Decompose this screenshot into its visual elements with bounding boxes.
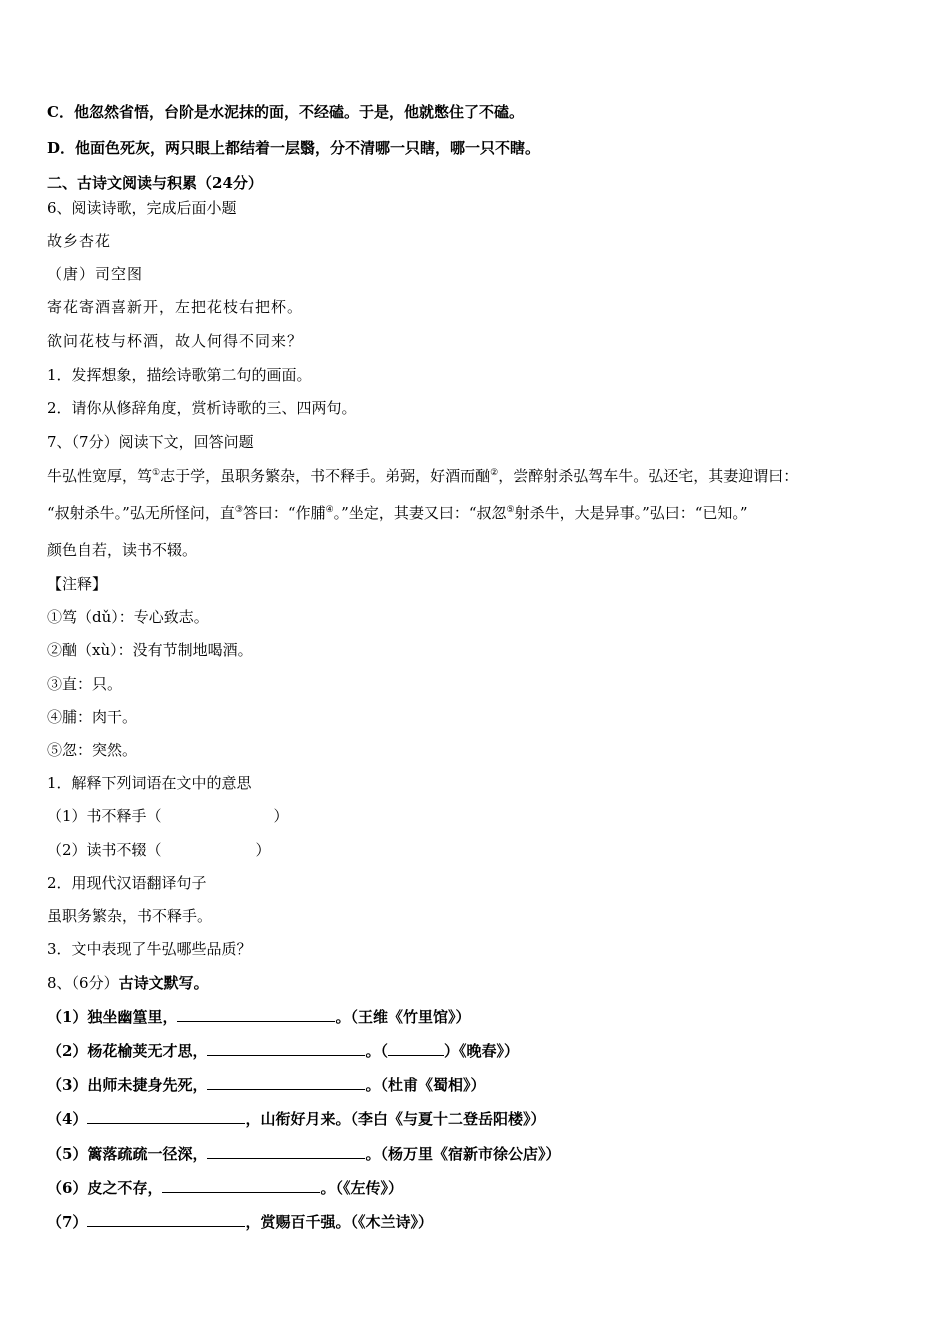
- dictation-5: [47, 1144, 560, 1164]
- passage-text: ，尝醉射杀弘驾车牛。弘还宅，其妻迎谓曰：: [498, 467, 799, 485]
- q7-sub1-item-2: [47, 840, 271, 860]
- passage-text: 答曰：“作脯: [242, 504, 326, 522]
- dictation-text: （5）篱落疏疏一径深，: [47, 1145, 208, 1163]
- author-blank[interactable]: [388, 1041, 444, 1056]
- dictation-text: （6）皮之不存，: [47, 1179, 163, 1197]
- note-1: ①笃（dǔ）：专心致志。: [47, 608, 209, 626]
- note-ref: ①: [152, 468, 161, 478]
- dictation-text: （1）独坐幽篁里，: [47, 1008, 178, 1026]
- dictation-source: ，赏赐百千强。（《木兰诗》）: [245, 1213, 433, 1231]
- passage-text: 牛弘性宽厚，笃: [47, 467, 153, 485]
- dictation-source: ，山衔好月来。（李白《与夏十二登岳阳楼》）: [245, 1110, 546, 1128]
- answer-blank[interactable]: [177, 1007, 335, 1022]
- answer-blank[interactable]: [207, 1075, 365, 1090]
- q7-sub2-sentence: 虽职务繁杂，书不释手。: [47, 907, 213, 925]
- notes-heading: 【注释】: [47, 575, 108, 593]
- dictation-source: 。（: [365, 1042, 388, 1060]
- q8-number: 8、（6分）: [47, 974, 119, 992]
- option-d: D．他面色死灰，两只眼上都结着一层翳，分不清哪一只瞎，哪一只不瞎。: [47, 139, 541, 157]
- q7-sub1: 1．解释下列词语在文中的意思: [47, 774, 252, 792]
- answer-blank[interactable]: [162, 1178, 320, 1193]
- answer-blank[interactable]: [207, 1041, 365, 1056]
- dictation-4: [47, 1109, 545, 1129]
- note-ref: ②: [490, 468, 499, 478]
- dictation-1: [47, 1007, 470, 1027]
- answer-blank[interactable]: [87, 1109, 245, 1124]
- dictation-7: [47, 1212, 433, 1232]
- q6-sub2: 2．请你从修辞角度，赏析诗歌的三、四两句。: [47, 399, 357, 417]
- q7-sub3: 3．文中表现了牛弘哪些品质？: [47, 940, 252, 958]
- dictation-source: 。（杜甫《蜀相》）: [365, 1076, 486, 1094]
- answer-blank[interactable]: [207, 1144, 365, 1159]
- poem-line-1: 寄花寄酒喜新开，左把花枝右把杯。: [47, 298, 304, 316]
- dictation-2: [47, 1041, 519, 1061]
- note-5: ⑤忽：突然。: [47, 741, 138, 759]
- note-3: ③直：只。: [47, 675, 123, 693]
- answer-blank[interactable]: [87, 1212, 245, 1227]
- note-ref: ④: [325, 505, 334, 515]
- q7-prompt: 7、（7分）阅读下文，回答问题: [47, 433, 254, 451]
- note-2: ②酗（xù）：没有节制地喝酒。: [47, 641, 253, 659]
- dictation-source: 。（王维《竹里馆》）: [335, 1008, 471, 1026]
- q7-sub2: 2．用现代汉语翻译句子: [47, 874, 207, 892]
- item-label: （2）读书不辍（: [47, 841, 162, 859]
- q6-prompt: 6、阅读诗歌，完成后面小题: [47, 199, 237, 217]
- poem-title: 故乡杏花: [47, 232, 112, 250]
- poem-line-2: 欲问花枝与杯酒，故人何得不同来？: [47, 332, 304, 350]
- dictation-text: （2）杨花榆荚无才思，: [47, 1042, 208, 1060]
- passage-text: 志于学，虽职务繁杂，书不释手。弟弼，好酒而酗: [160, 467, 491, 485]
- poem-author: （唐）司空图: [47, 265, 144, 283]
- note-ref: ⑤: [506, 505, 515, 515]
- passage-text: 。”坐定，其妻又曰：“叔忽: [333, 504, 507, 522]
- item-label: （1）书不释手（: [47, 807, 162, 825]
- passage-text: 射杀牛，大是异事。”弘曰：“已知。”: [514, 504, 748, 522]
- dictation-6: [47, 1178, 403, 1198]
- option-c: C．他忽然省悟，台阶是水泥抹的面，不经磕。于是，他就憋住了不磕。: [47, 103, 524, 121]
- dictation-source: 。（杨万里《宿新市徐公店》）: [365, 1145, 561, 1163]
- dictation-source: 。（《左传》）: [320, 1179, 403, 1197]
- q6-sub1: 1．发挥想象，描绘诗歌第二句的画面。: [47, 366, 312, 384]
- dictation-text: （3）出师未捷身先死，: [47, 1076, 208, 1094]
- dictation-3: [47, 1075, 485, 1095]
- note-ref: ③: [234, 505, 243, 515]
- item-close: ）: [255, 841, 271, 859]
- passage-line-1: [47, 466, 798, 486]
- passage-text: “叔射杀牛。”弘无所怪问，直: [47, 504, 235, 522]
- item-close: ）: [273, 807, 289, 825]
- q8-prompt: [47, 973, 209, 993]
- dictation-text: （7）: [47, 1213, 88, 1231]
- passage-line-3: 颜色自若，读书不辍。: [47, 541, 198, 559]
- q7-sub1-item-1: [47, 806, 289, 826]
- note-4: ④脯：肉干。: [47, 708, 138, 726]
- passage-line-2: [47, 503, 748, 523]
- dictation-source: ）《晚春》）: [443, 1042, 519, 1060]
- q8-title: 古诗文默写。: [118, 974, 209, 992]
- dictation-text: （4）: [47, 1110, 88, 1128]
- section-heading: 二、古诗文阅读与积累（24分）: [47, 174, 263, 192]
